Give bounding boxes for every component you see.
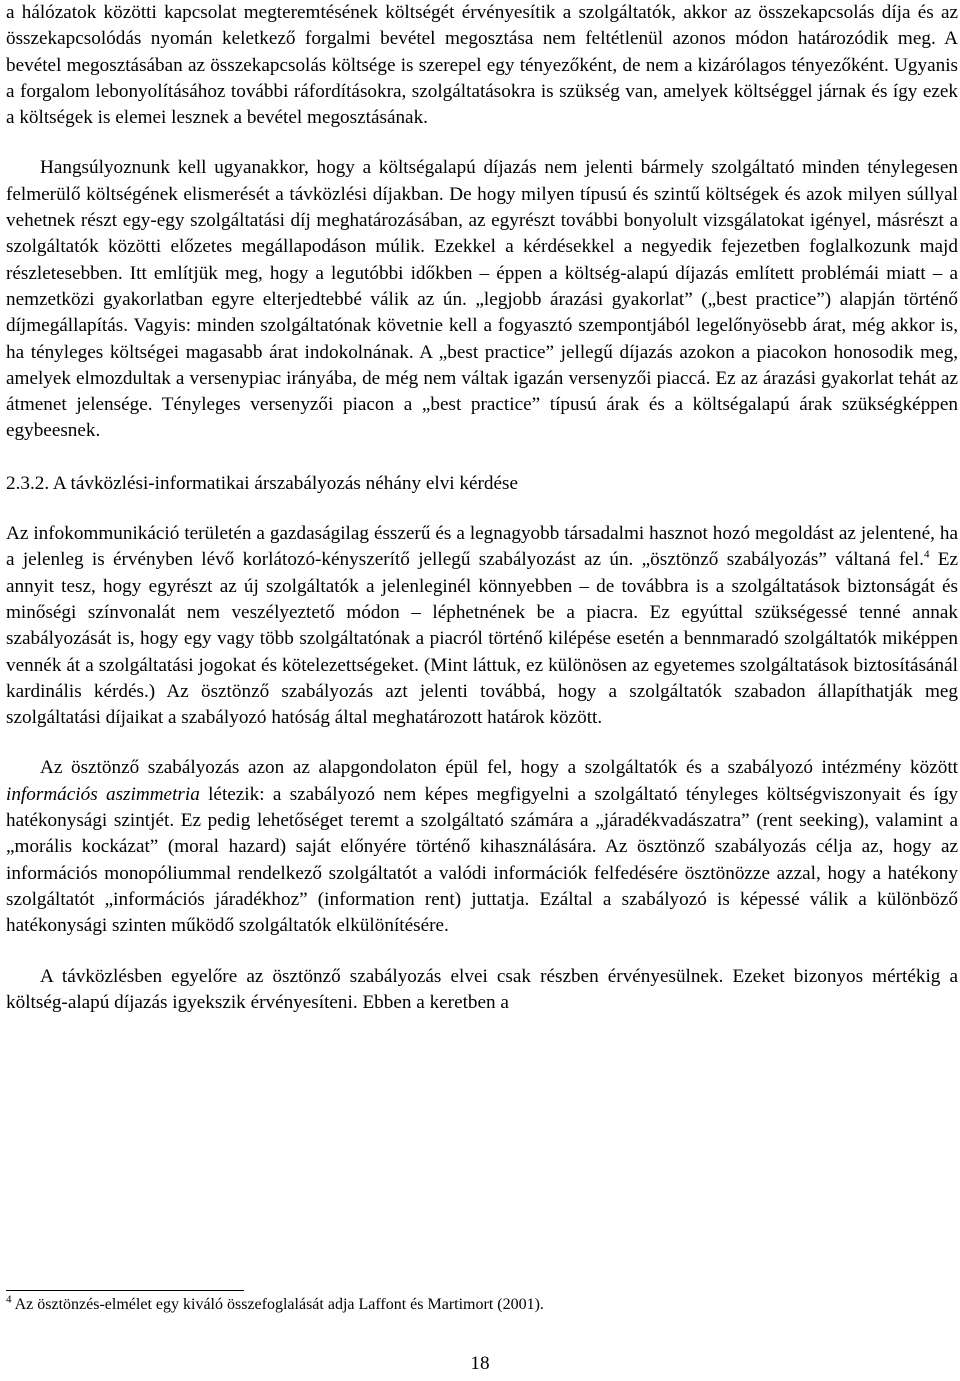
paragraph-3: [6, 521, 958, 731]
section-heading: 2.3.2. A távközlési-informatikai árszabályozás néhány elvi kérdése: [6, 472, 519, 494]
footnote: [6, 1294, 946, 1316]
paragraph-1: a hálózatok közötti kapcsolat megteremtésének költségét érvényesítik a szolgáltatók, akkor az összekapcsolás díja és az összekapcsolódás nyomán keletkező forgalmi bevétel megosztása nem feltétlenül azonos módon határozódik meg. A bevétel megosztásában az összekapcsolás költsége is szerepel egy tényezőként, de nem a kizárólagos tényezőként. Ugyanis a forgalom lebonyolításához további ráfordításokra, szolgáltatásokra is szükség van, amelyek költséggel járnak és így ezek a költségek is elemei lesznek a bevétel megosztásának.: [6, 2, 958, 129]
paragraph-4-text-a: Az ösztönző szabályozás azon az alapgondolaton épül fel, hogy a szolgáltatók és a szabályozó intézmény között: [40, 757, 958, 779]
paragraph-3-text-b: Ez annyit tesz, hogy egyrészt az új szolgáltatók a jelenleginél könnyebben – de továbbra is a szolgáltatások biztonságát és minőségi színvonalát nem veszélyeztető módon – léphetnének be a piacra. Ez egyúttal szükségessé tenné annak szabályozását is, hogy egy vagy több szolgáltatónak a piacról történő kilépése esetén a bennmaradó szolgáltatók miképpen vennék át a szolgáltatási jogokat és kötelezettségeket. (Mint láttuk, ez különösen az egyetemes szolgáltatások biztosításánál kardinális kérdés.) Az ösztönző szabályozás azt jelenti továbbá, hogy a szolgáltatók szabadon állapíthatják meg szolgáltatási díjaikat a szabályozó hatóság által meghatározott határok között.: [6, 549, 958, 729]
footnote-reference: 4: [923, 548, 930, 561]
paragraph-3-text-a: Az infokommunikáció területén a gazdaságilag ésszerű és a legnagyobb társadalmi hasznot hozó megoldást az jelentené, ha a jelenleg is érvényben lévő korlátozó-kényszerítő jellegű szabályozást az ún. „ösztönző szabályozás” váltaná fel.: [6, 523, 958, 571]
paragraph-2: Hangsúlyoznunk kell ugyanakkor, hogy a költségalapú díjazás nem jelenti bármely szolgáltató minden ténylegesen felmerülő költségének elismerését a távközlési díjakban. De hogy milyen típusú és szintű költségek és azok milyen súllyal vehetnek részt egy-egy szolgáltatási díj meghatározásában, az egyrészt további bonyolult vizsgálatokat igényel, másrészt a szolgáltatók közötti előzetes megállapodáson múlik. Ezekkel a kérdésekkel a negyedik fejezetben foglalkozunk majd részletesebben. Itt említjük meg, hogy a legutóbbi időkben – éppen a költség-alapú díjazás említett problémái miatt – a nemzetközi gyakorlatban egyre elterjedtebbé válik az ún. „legjobb árazási gyakorlat” („best practice”) alapján történő díjmegállapítás. Vagyis: minden szolgáltatónak követnie kell a fogyasztó szempontjából legelőnyösebb árat, még akkor is, ha tényleges költségei magasabb árat indokolnának. A „best practice” jellegű díjazás azokon a piacokon honosodik meg, amelyek elmozdultak a versenypiac irányába, de még nem váltak igazán versenyzői piaccá. Ez az árazási gyakorlat tehát az átmenet jelensége. Tényleges versenyzői piacon a „best practice” típusú árak és a költségalapú árak szükségképpen egybeesnek.: [6, 157, 958, 442]
page-number: 18: [470, 1353, 490, 1374]
footnote-number: 4: [6, 1293, 12, 1306]
footnote-text: Az ösztönzés-elmélet egy kiváló összefoglalását adja Laffont és Martimort (2001).: [11, 1296, 544, 1313]
paragraph-4-text-b: létezik: a szabályozó nem képes megfigyelni a szolgáltató tényleges költségviszonyait és így hatékonysági szintjét. Ez pedig lehetőséget teremt a szolgáltató számára a „járadékvadászatra” (rent seeking), valamint a „morális kockázat” (moral hazard) saját előnyére történő kihasználására. Az ösztönző szabályozás célja az, hogy az információs monopóliummal rendelkező szolgáltatót a valódi információk felfedésére ösztönözze azzal, hogy a hatékony szolgáltatót „információs járadékhoz” (information rent) juttatja. Ezáltal a szabályozó is képessé válik a különböző hatékonysági szinten működő szolgáltatók elkülönítésére.: [6, 783, 958, 937]
paragraph-4: [6, 755, 958, 939]
footnote-divider: [6, 1290, 244, 1291]
document-page: [6, 0, 958, 1016]
paragraph-5: A távközlésben egyelőre az ösztönző szabályozás elvei csak részben érvényesülnek. Ezeket bizonyos mértékig a költség-alapú díjazás igyekszik érvényesíteni. Ebben a keretben a: [6, 965, 958, 1013]
italic-term: információs aszimmetria: [6, 783, 200, 805]
